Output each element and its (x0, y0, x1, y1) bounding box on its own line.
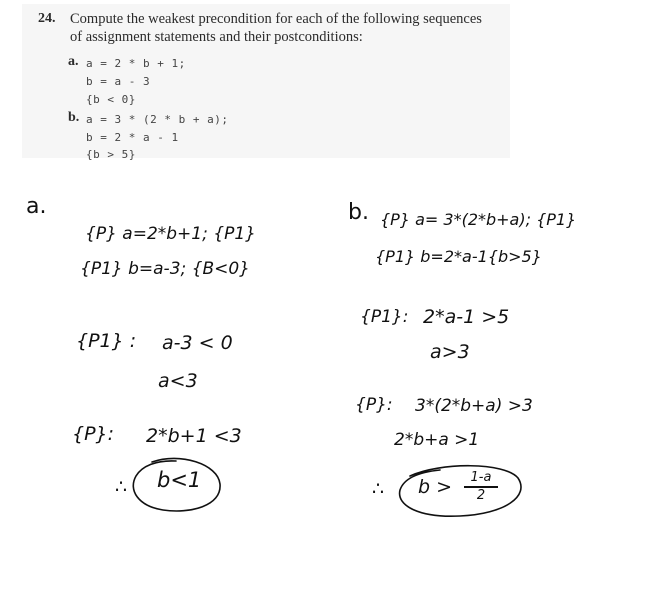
problem-number: 24. (38, 11, 56, 26)
solution-b-p-step-1: 3*(2*b+a) >3 (415, 396, 533, 416)
answer-b-circle (400, 466, 521, 516)
solution-b-p1-step-2: a>3 (430, 341, 470, 363)
part-a-code-2: b = a - 3 (86, 75, 151, 88)
solution-a-p1-step-1: a-3 < 0 (162, 332, 233, 354)
solution-a-line-2: {P1} b=a-3; {B<0} (80, 259, 250, 279)
solution-a-p-step-1: 2*b+1 <3 (146, 425, 242, 447)
part-a-label: a. (68, 54, 79, 69)
solution-b-label: b. (348, 200, 369, 225)
solution-a-answer: b<1 (157, 468, 202, 492)
part-a-code-1: a = 2 * b + 1; (86, 57, 186, 70)
solution-a-label: a. (26, 194, 47, 219)
solution-b-line-2: {P1} b=2*a-1{b>5} (375, 247, 542, 266)
solution-b-p-step-2: 2*b+a >1 (394, 430, 480, 450)
solution-b-p1-head: {P1}: (360, 307, 409, 327)
solution-a-p1-head: {P1} : (76, 330, 137, 352)
solution-b-p-head: {P}: (355, 395, 393, 415)
solution-b-p1-step-1: 2*a-1 >5 (423, 306, 510, 328)
solution-a-p1-step-2: a<3 (158, 370, 198, 392)
part-b-post: {b > 5} (86, 148, 136, 161)
fraction-denominator: 2 (476, 488, 486, 503)
solution-b-line-1: {P} a= 3*(2*b+a); {P1} (380, 210, 577, 229)
part-b-code-1: a = 3 * (2 * b + a); (86, 113, 229, 126)
part-a-post: {b < 0} (86, 93, 136, 106)
problem-line-1: Compute the weakest precondition for each of the following sequences (70, 11, 482, 27)
solution-a-therefore: ∴ (115, 476, 128, 498)
solution-b-answer-lhs: b > (418, 476, 453, 498)
part-b-code-2: b = 2 * a - 1 (86, 131, 179, 144)
problem-line-2: of assignment statements and their postconditions: (70, 29, 363, 45)
fraction-numerator: 1-a (470, 470, 492, 485)
solution-a-line-1: {P} a=2*b+1; {P1} (85, 224, 256, 244)
solution-b-therefore: ∴ (372, 478, 385, 500)
solution-a-p-head: {P}: (72, 423, 115, 445)
answer-a-circle (133, 458, 220, 511)
part-b-label: b. (68, 110, 80, 125)
